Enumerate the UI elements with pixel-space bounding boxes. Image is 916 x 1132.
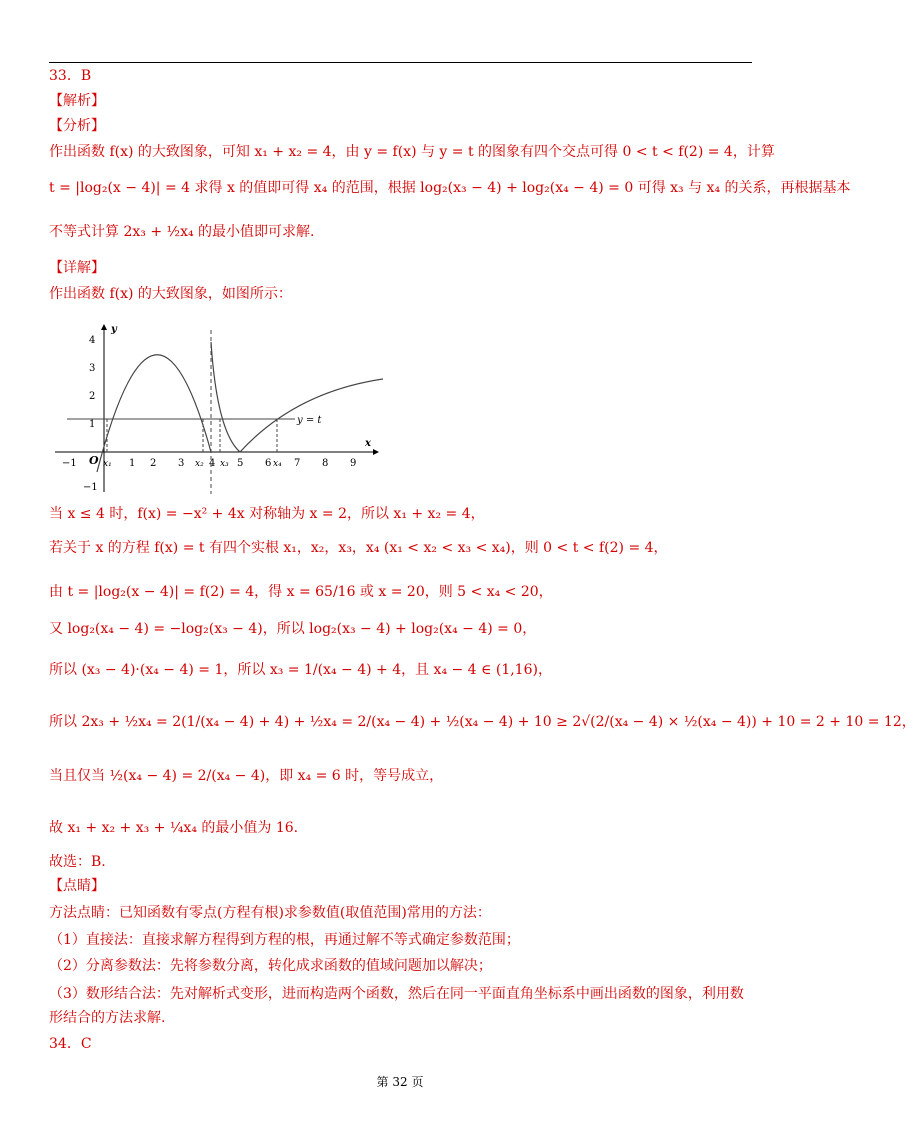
step-2: 若关于 x 的方程 f(x) = t 有四个实根 x₁，x₂，x₃，x₄ (x₁ < x₂ < x₃ < x₄)，则 0 < t < f(2) = 4， [49,540,668,556]
step-4: 又 log₂(x₄ − 4) = −log₂(x₃ − 4)，所以 log₂(x₃ − 4) + log₂(x₄ − 4) = 0， [49,621,537,637]
x-tick-label: 3 [178,458,185,469]
y-tick-label: 3 [89,363,96,374]
step-6: 所以 2x₃ + ½x₄ = 2(1/(x₄ − 4) + 4) + ½x₄ = 2/(x₄ − 4) + ½(x₄ − 4) + 10 ≥ 2√(2/(x₄ − 4) × ½(x₄ − 4)) + 10 = 2 + 10 = 12， [49,714,916,730]
dianjing-line-1: 方法点睛：已知函数有零点(方程有根)求参数值(取值范围)常用的方法： [49,905,491,921]
x-tick-label: 2 [150,458,157,469]
page-footer: 第 32 页 [376,1075,424,1089]
x-axis-label: x [365,438,371,449]
y-t-label: y = t [297,415,322,426]
dianjing-line-2: （1）直接法：直接求解方程得到方程的根，再通过解不等式确定参数范围； [49,932,520,948]
x-tick-label: 5 [237,458,244,469]
x-tick-label: 7 [294,458,301,469]
y-axis-arrow [101,324,107,330]
x-tick-label: 8 [322,458,329,469]
xiangjie-line-1: 作出函数 f(x) 的大致图象，如图所示： [49,286,292,302]
y-axis-label: y [111,324,117,335]
top-rule [49,62,752,63]
dianjing-line-4: （3）数形结合法：先对解析式变形，进而构造两个函数，然后在同一平面直角坐标系中画出函数的图象，利用数 [49,986,744,1002]
y-tick-label: −1 [83,482,98,493]
x-tick-label: 9 [350,458,357,469]
y-tick-label: 1 [89,419,96,430]
step-7: 当且仅当 ½(x₄ − 4) = 2/(x₄ − 4)，即 x₄ = 6 时，等号成立， [49,768,444,784]
x-tick-label: 4 [209,458,216,469]
fenxi-line-2: t = |log₂(x − 4)| = 4 求得 x 的值即可得 x₄ 的范围，根据 log₂(x₃ − 4) + log₂(x₄ − 4) = 0 可得 x₃ 与 x₄ 的关系，再根据基本 [49,180,851,196]
step-5: 所以 (x₃ − 4)·(x₄ − 4) = 1，所以 x₃ = 1/(x₄ − 4) + 4，且 x₄ − 4 ∈ (1,16)， [49,662,552,678]
x2-marker: x₂ [195,459,204,469]
jiexi-label: 【解析】 [49,93,105,109]
x1-marker: x₁ [103,459,112,469]
x3-marker: x₃ [220,459,229,469]
log-curve-left [211,342,240,452]
x-axis-arrow [373,449,379,455]
fenxi-line-3: 不等式计算 2x₃ + ½x₄ 的最小值即可求解. [49,224,315,240]
origin-label: O [89,454,99,467]
q34-heading: 34．C [49,1036,92,1052]
step-8: 故 x₁ + x₂ + x₃ + ¼x₄ 的最小值为 16. [49,820,299,836]
answer-line: 故选：B. [49,854,106,870]
step-3: 由 t = |log₂(x − 4)| = f(2) = 4，得 x = 65/16 或 x = 20，则 5 < x₄ < 20， [49,584,553,600]
dianjing-line-3: （2）分离参数法：先将参数分离，转化成求函数的值域问题加以解决； [49,958,492,974]
fenxi-label: 【分析】 [49,118,105,134]
dianjing-line-5: 形结合的方法求解. [49,1010,166,1026]
step-1: 当 x ≤ 4 时，f(x) = −x² + 4x 对称轴为 x = 2，所以 x₁ + x₂ = 4， [49,506,485,522]
x4-marker: x₄ [273,459,282,469]
y-tick-label: 2 [89,391,96,402]
x-tick-label: 1 [129,458,136,469]
fenxi-line-1: 作出函数 f(x) 的大致图象，可知 x₁ + x₂ = 4，由 y = f(x) 与 y = t 的图象有四个交点可得 0 < t < f(2) = 4，计算 [49,144,775,160]
x-tick-label: −1 [62,458,77,469]
x-tick-label: 6 [265,458,272,469]
xiangjie-label: 【详解】 [49,260,105,276]
y-tick-label: 4 [89,335,96,346]
parabola-curve [97,355,211,472]
q33-heading: 33．B [49,68,92,84]
function-graph [45,322,395,500]
dianjing-label: 【点睛】 [49,878,105,894]
